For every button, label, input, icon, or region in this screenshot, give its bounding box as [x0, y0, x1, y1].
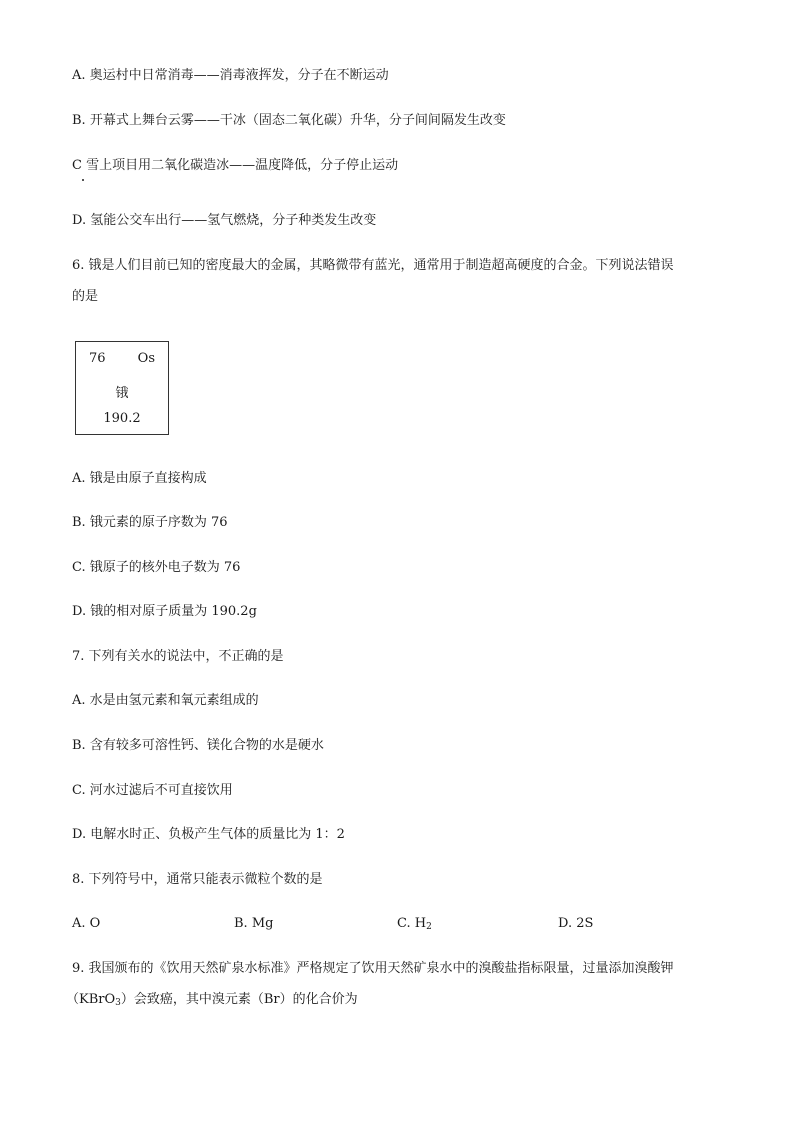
q5-option-b: B. 开幕式上舞台云雾——干冰（固态二氧化碳）升华，分子间间隔发生改变 [72, 113, 506, 128]
q8-option-a: A. O [72, 916, 101, 931]
stray-dot [82, 179, 84, 181]
q8-option-b: B. Mg [234, 916, 274, 931]
q7-option-b: B. 含有较多可溶性钙、镁化合物的水是硬水 [72, 738, 324, 753]
q8-options [72, 915, 712, 933]
q8-option-c-subscript: 2 [426, 922, 432, 932]
atomic-mass: 190.2 [103, 411, 141, 426]
q8-option-c [397, 915, 432, 936]
q9-formula-prefix: （KBrO [66, 992, 116, 1007]
q6-stem-line1: 6. 锇是人们目前已知的密度最大的金属，其略微带有蓝光，通常用于制造超高硬度的合金。下列说法错误 [72, 258, 674, 273]
q7-option-c: C. 河水过滤后不可直接饮用 [72, 783, 233, 798]
element-card-osmium [75, 341, 169, 435]
q8-option-c-text: C. H [397, 916, 427, 931]
atomic-number: 76 [89, 351, 106, 366]
q6-option-c: C. 锇原子的核外电子数为 76 [72, 560, 241, 575]
q6-option-d: D. 锇的相对原子质量为 190.2g [72, 604, 257, 619]
q7-stem: 7. 下列有关水的说法中，不正确的是 [72, 649, 284, 664]
element-symbol: Os [137, 351, 155, 366]
q5-option-a: A. 奥运村中日常消毒——消毒液挥发，分子在不断运动 [72, 68, 389, 83]
q6-option-b: B. 锇元素的原子序数为 76 [72, 515, 228, 530]
element-name: 锇 [115, 386, 129, 401]
q7-option-d: D. 电解水时正、负极产生气体的质量比为 1：2 [72, 827, 345, 842]
q9-line1: 9. 我国颁布的《饮用天然矿泉水标准》严格规定了饮用天然矿泉水中的溴酸盐指标限量，过量添加溴酸钾 [72, 961, 674, 976]
q8-option-d: D. 2S [558, 916, 594, 931]
q6-stem-line2: 的是 [72, 289, 99, 304]
q9-line2 [66, 991, 358, 1012]
q9-line2-suffix: ）会致癌，其中溴元素（Br）的化合价为 [120, 992, 358, 1007]
q5-option-c: C 雪上项目用二氧化碳造冰——温度降低，分子停止运动 [72, 158, 399, 173]
q8-stem: 8. 下列符号中，通常只能表示微粒个数的是 [72, 872, 323, 887]
q6-option-a: A. 锇是由原子直接构成 [72, 471, 207, 486]
q9-formula-subscript: 3 [115, 998, 121, 1008]
q5-option-d: D. 氢能公交车出行——氢气燃烧，分子种类发生改变 [72, 213, 377, 228]
q7-option-a: A. 水是由氢元素和氧元素组成的 [72, 693, 259, 708]
